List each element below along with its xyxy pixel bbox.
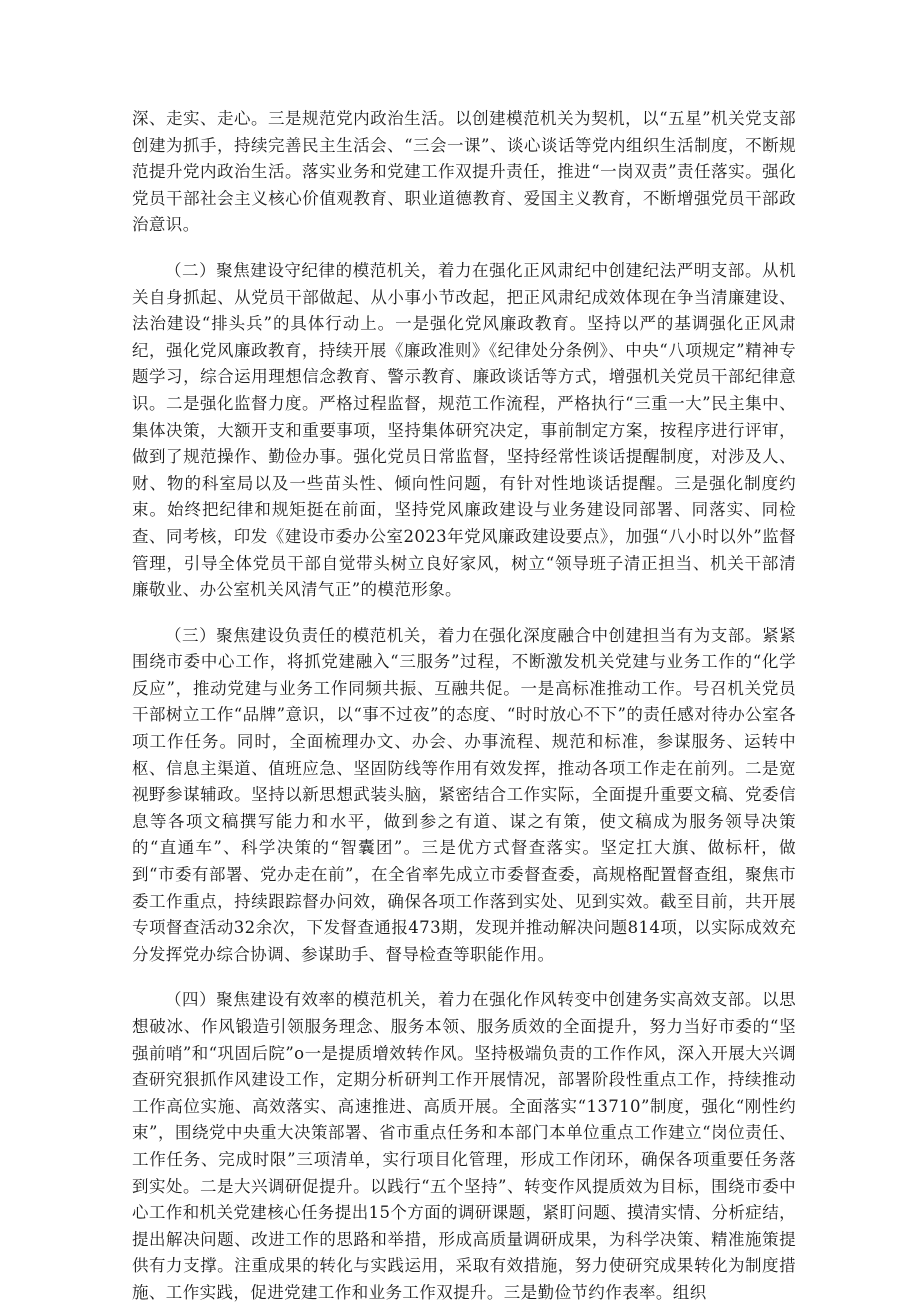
paragraph-continuation: 深、走实、走心。三是规范党内政治生活。以创建模范机关为契机，以“五星”机关党支部创建为抓手，持续完善民主生活会、“三会一课”、谈心谈话等党内组织生活制度，不断规范提升党内政治生活。落实业务和党建工作双提升责任，推进“一岗双责”责任落实。强化党员干部社会主义核心价值观教育、职业道德教育、爱国主义教育，不断增强党员干部政治意识。	[132, 109, 796, 235]
paragraph-section-3: （三）聚焦建设负责任的模范机关，着力在强化深度融合中创建担当有为支部。紧紧围绕市委中心工作，将抓党建融入“三服务”过程，不断激发机关党建与业务工作的“化学反应”，推动党建与业务工作同频共振、互融共促。一是高标准推动工作。号召机关党员干部树立工作“品牌”意识，以“事不过夜”的态度、“时时放心不下”的责任感对待办公室各项工作任务。同时，全面梳理办文、办会、办事流程、规范和标准，参谋服务、运转中枢、信息主渠道、值班应急、坚固防线等作用有效发挥，推动各项工作走在前列。二是宽视野参谋辅政。坚持以新思想武装头脑，紧密结合工作实际，全面提升重要文稿、党委信息等各项文稿撰写能力和水平，做到参之有道、谋之有策，使文稿成为服务领导决策的“直通车”、科学决策的“智囊团”。三是优方式督查落实。坚定扛大旗、做标杆，做到“市委有部署、党办走在前”，在全省率先成立市委督查委，高规格配置督查组，聚焦市委工作重点，持续跟踪督办问效，确保各项工作落到实处、见到实效。截至目前，共开展专项督查活动32余次，下发督查通报473期，发现并推动解决问题814项，以实际成效充分发挥党办综合协调、参谋助手、督导检查等职能作用。	[132, 625, 796, 964]
document-page	[132, 106, 796, 1307]
paragraph-section-2: （二）聚焦建设守纪律的模范机关，着力在强化正风肃纪中创建纪法严明支部。从机关自身抓起、从党员干部做起、从小事小节改起，把正风肃纪成效体现在争当清廉建设、法治建设“排头兵”的具体行动上。一是强化党风廉政教育。坚持以严的基调强化正风肃纪，强化党风廉政教育，持续开展《廉政准则》《纪律处分条例》、中央“八项规定”精神专题学习，综合运用理想信念教育、警示教育、廉政谈话等方式，增强机关党员干部纪律意识。二是强化监督力度。严格过程监督，规范工作流程，严格执行“三重一大”民主集中、集体决策，大额开支和重要事项，坚持集体研究决定，事前制定方案，按程序进行评审，做到了规范操作、勤俭办事。强化党员日常监督，坚持经常性谈话提醒制度，对涉及人、财、物的科室局以及一些苗头性、倾向性问题，有针对性地谈话提醒。三是强化制度约束。始终把纪律和规矩挺在前面，坚持党风廉政建设与业务建设同部署、同落实、同检查、同考核，印发《建设市委办公室2023年党风廉政建设要点》，加强“八小时以外”监督管理，引导全体党员干部自觉带头树立良好家风，树立“领导班子清正担当、机关干部清廉敬业、办公室机关风清气正”的模范形象。	[132, 260, 796, 600]
paragraph-section-4: （四）聚焦建设有效率的模范机关，着力在强化作风转变中创建务实高效支部。以思想破冰、作风锻造引领服务理念、服务本领、服务质效的全面提升，努力当好市委的“坚强前哨”和“巩固后院”o一是提质增效转作风。坚持极端负责的工作作风，深入开展大兴调查研究狠抓作风建设工作，定期分析研判工作开展情况，部署阶段性重点工作，持续推动工作高位实施、高效落实、高速推进、高质开展。全面落实“13710”制度，强化“刚性约束”，围绕党中央重大决策部署、省市重点任务和本部门本单位重点工作建立“岗位责任、工作任务、完成时限”三项清单，实行项目化管理，形成工作闭环，确保各项重要任务落到实处。二是大兴调研促提升。以践行“五个坚持”、转变作风提质效为目标，围绕市委中心工作和机关党建核心任务提出15个方面的调研课题，紧盯问题、摸清实情、分析症结，提出解决问题、改进工作的思路和举措，形成高质量调研成果，为科学决策、精准施策提供有力支撑。注重成果的转化与实践运用，采取有效措施，努力使研究成果转化为制度措施、工作实践，促进党建工作和业务工作双提升。三是勤俭节约作表率。组织	[132, 990, 796, 1302]
